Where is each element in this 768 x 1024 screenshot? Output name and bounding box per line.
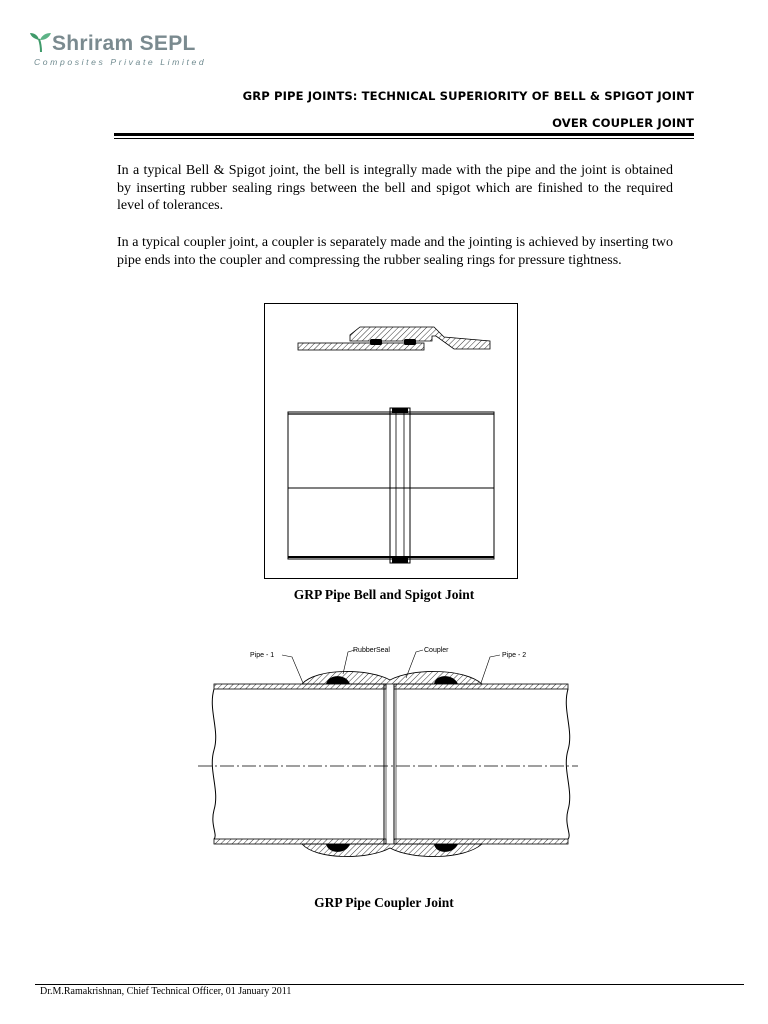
bell-spigot-pipe-elevation xyxy=(288,408,494,563)
label-pipe-2: Pipe - 2 xyxy=(502,652,527,659)
figure-2-caption: GRP Pipe Coupler Joint xyxy=(314,895,454,910)
document-title-line2: OVER COUPLER JOINT xyxy=(552,116,694,130)
coupler-joint-figure xyxy=(198,640,578,872)
footer-text: Dr.M.Ramakrishnan, Chief Technical Officer, 01 January 2011 xyxy=(40,986,292,997)
label-pipe-1: Pipe - 1 xyxy=(250,652,275,659)
rubber-seal-2 xyxy=(404,339,416,345)
label-rubber-seal: RubberSeal xyxy=(353,647,390,654)
logo-name: Shriram SEPL xyxy=(52,32,196,55)
title-rule-thin xyxy=(114,138,694,139)
paragraph-bell-spigot: In a typical Bell & Spigot joint, the bell is integrally made with the pipe and the joint is obtained by inserting rubber sealing rings between the bell and spigot which are finished to the required level of tolerances. xyxy=(117,163,673,213)
leaf-sprout-icon xyxy=(28,30,54,56)
paragraph-coupler: In a typical coupler joint, a coupler is separately made and the jointing is achieved by inserting two pipe ends into the coupler and compressing the rubber sealing rings for pressure tightness. xyxy=(117,235,673,268)
document-title: GRP PIPE JOINTS: TECHNICAL SUPERIORITY OF BELL & SPIGOT JOINT xyxy=(242,89,694,103)
bell-spigot-joint-figure xyxy=(264,303,518,579)
footer-rule xyxy=(35,984,744,985)
rubber-seal-1 xyxy=(370,339,382,345)
logo-tagline: Composites Private Limited xyxy=(34,57,207,67)
bell-spigot-cross-section xyxy=(298,327,490,350)
company-logo xyxy=(28,30,218,70)
figure-1-caption: GRP Pipe Bell and Spigot Joint xyxy=(293,587,475,602)
label-coupler: Coupler xyxy=(424,647,449,654)
title-rule-thick xyxy=(114,133,694,136)
